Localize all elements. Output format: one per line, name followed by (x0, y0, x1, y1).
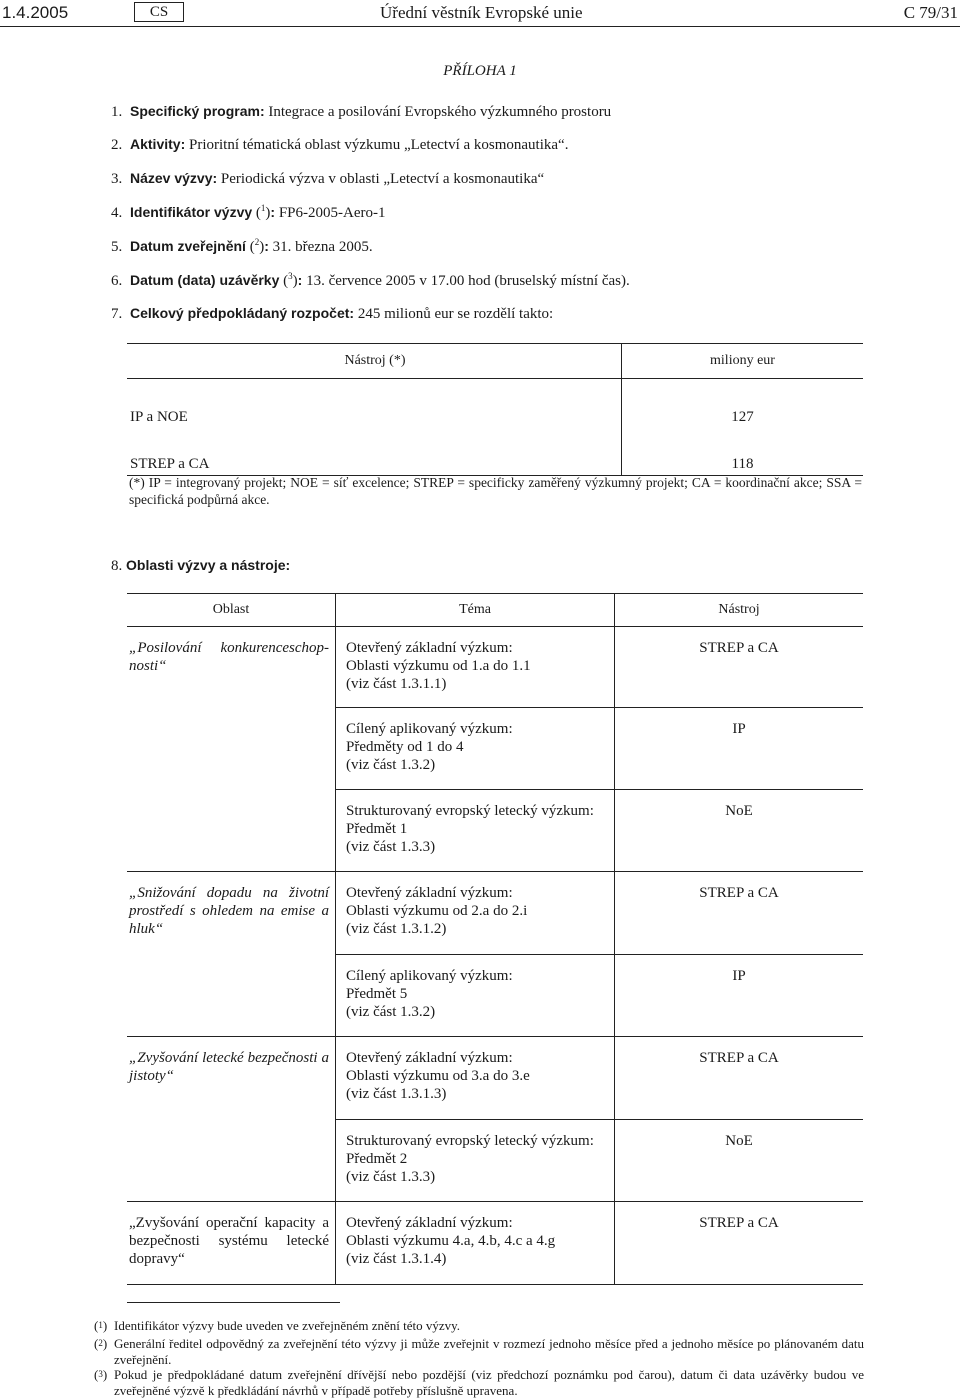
table-header-row (127, 594, 863, 627)
annex-title: PŘÍLOHA 1 (443, 63, 517, 79)
area-cell: „Zvyšování operační kapacity a bezpečnosti systému letecké dopravy“ (127, 1202, 336, 1285)
topic-line: Předmět 5 (346, 985, 408, 1002)
topic-line: Předmět 2 (346, 1150, 408, 1167)
topic-cell (336, 789, 615, 872)
topic-cell (336, 1119, 615, 1202)
item-activities: 2. Aktivity: Prioritní tématická oblast výzkumu „Letectví a kosmonautika“. (111, 136, 569, 153)
budget-table (127, 343, 863, 476)
table-header-row (127, 344, 863, 379)
instrument-cell: IP (615, 707, 864, 789)
table-row (127, 1119, 863, 1202)
area-cell (127, 1119, 336, 1202)
topic-cell (336, 1202, 615, 1285)
footnote: ($^2$) Generální ředitel odpovědný za zveřejnění této výzvy ji může zveřejnit v rozmezí jednoho měsíce před a jednoho měsíce po plánovaném datu zveřejnění. (94, 1336, 864, 1367)
topic-line: (viz část 1.3.3) (346, 1168, 436, 1185)
footnote-divider (127, 1302, 340, 1303)
amount-cell: 127 (731, 409, 754, 425)
topic-line: Oblasti výzkumu od 3.a do 3.e (346, 1068, 530, 1084)
area-cell: „Zvyšování letecké bezpečnosti a jistoty“ (127, 1037, 336, 1120)
instrument-cell: STREP a CA (699, 640, 779, 656)
topic-line: Otevřený základní výzkum: (346, 885, 513, 901)
topic-line: Cílený aplikovaný výzkum: (346, 720, 513, 737)
topic-cell (336, 1037, 615, 1120)
topic-line: (viz část 1.3.3) (346, 838, 436, 855)
item-specific-programme: 1. Specifický program: Integrace a posilování Evropského výzkumného prostoru (111, 103, 612, 120)
page-number: C 79/31 (903, 3, 958, 22)
topic-line: Předměty od 1 do 4 (346, 738, 464, 755)
table-row (127, 379, 863, 427)
amount-cell: 118 (622, 426, 864, 476)
footnote-ref: 3 (288, 271, 293, 281)
topic-cell (336, 707, 615, 789)
area-cell: „Snižování dopadu na životní prostředí s ohledem na emise a hluk“ (127, 872, 336, 955)
item-closing-date: 6. Datum (data) uzávěrky ($^3$): 13. července 2005 v 17.00 hod (bruselský místní čas). (111, 271, 630, 289)
column-header: Oblast (127, 594, 336, 627)
table-row (127, 1202, 863, 1285)
topic-cell (336, 954, 615, 1037)
language-badge: CS (134, 2, 184, 22)
topic-line: Strukturovaný evropský letecký výzkum: (346, 1132, 594, 1149)
topic-cell (336, 627, 615, 708)
item-publication-date: 5. Datum zveřejnění ($^2$): 31. března 2005. (111, 237, 373, 255)
budget-note: (*) IP = integrovaný projekt; NOE = síť excelence; STREP = specificky zaměřený výzkumný projekt; CA = koordinační akce; SSA = specifická podpůrná akce. (129, 475, 862, 507)
column-header: Nástroj (615, 594, 864, 627)
instrument-cell: NoE (615, 789, 864, 872)
area-cell (127, 954, 336, 1037)
topic-line: Otevřený základní výzkum: (346, 1215, 513, 1231)
topic-line: (viz část 1.3.1.1) (346, 676, 447, 692)
area-cell (127, 707, 336, 789)
instrument-cell: IP (615, 954, 864, 1037)
topic-line: Předmět 1 (346, 820, 408, 837)
instrument-cell: STREP a CA (127, 426, 622, 476)
instrument-cell: STREP a CA (615, 1202, 864, 1285)
table-row (127, 872, 863, 955)
topic-line: Otevřený základní výzkum: (346, 1050, 513, 1066)
instrument-cell: STREP a CA (615, 872, 864, 955)
topic-cell (336, 872, 615, 955)
topic-line: (viz část 1.3.1.2) (346, 921, 447, 937)
topic-line: Oblasti výzkumu od 2.a do 2.i (346, 903, 528, 919)
header-date: 1.4.2005 (2, 3, 69, 22)
footnote: ($^3$) Pokud je předpokládané datum zveřejnění dřívější nebo pozdější (viz předchozí poznámku pod čarou), datum či data uzávěrky budou ve zveřejněné výzvě k předkládání návrhů v případě potřeby příslušně upravena. (94, 1367, 864, 1398)
column-header: Téma (336, 594, 615, 627)
topic-line: Oblasti výzkumu od 1.a do 1.1 (346, 658, 531, 674)
table-row (127, 789, 863, 872)
table-row (127, 1037, 863, 1120)
section-heading: 8. Oblasti výzvy a nástroje: (111, 557, 291, 574)
footnote-ref: 2 (254, 237, 260, 247)
footnote-ref: 1 (260, 203, 266, 213)
topic-line: Strukturovaný evropský letecký výzkum: (346, 802, 594, 819)
instrument-cell: STREP a CA (615, 1037, 864, 1120)
instrument-cell: IP a NOE (127, 379, 622, 427)
table-row (127, 627, 863, 708)
topic-line: (viz část 1.3.1.4) (346, 1251, 447, 1267)
instrument-cell: NoE (615, 1119, 864, 1202)
item-call-identifier: 4. Identifikátor výzvy ($^1$): FP6-2005-Aero-1 (111, 203, 386, 221)
item-total-budget: 7. Celkový předpokládaný rozpočet: 245 milionů eur se rozdělí takto: (111, 305, 554, 322)
column-header: miliony eur (622, 344, 864, 379)
area-cell: „Posilování konkurenceschop-nosti“ (127, 627, 336, 708)
footnote: ($^1$) Identifikátor výzvy bude uveden ve zveřejněném znění této výzvy. (94, 1318, 461, 1333)
area-cell (127, 789, 336, 872)
topic-line: Oblasti výzkumu 4.a, 4.b, 4.c a 4.g (346, 1233, 556, 1249)
table-row (127, 954, 863, 1037)
topic-line: Otevřený základní výzkum: (346, 640, 513, 656)
topic-line: Cílený aplikovaný výzkum: (346, 967, 513, 984)
page-header (0, 0, 960, 27)
topic-line: (viz část 1.3.2) (346, 1003, 436, 1020)
table-row (127, 707, 863, 789)
table-row (127, 426, 863, 476)
journal-title: Úřední věstník Evropské unie (380, 3, 583, 22)
topic-line: (viz část 1.3.1.3) (346, 1086, 447, 1102)
areas-table (127, 593, 863, 1285)
topic-line: (viz část 1.3.2) (346, 756, 436, 773)
column-header: Nástroj (*) (127, 344, 622, 379)
item-call-title: 3. Název výzvy: Periodická výzva v oblasti „Letectví a kosmonautika“ (111, 170, 545, 187)
